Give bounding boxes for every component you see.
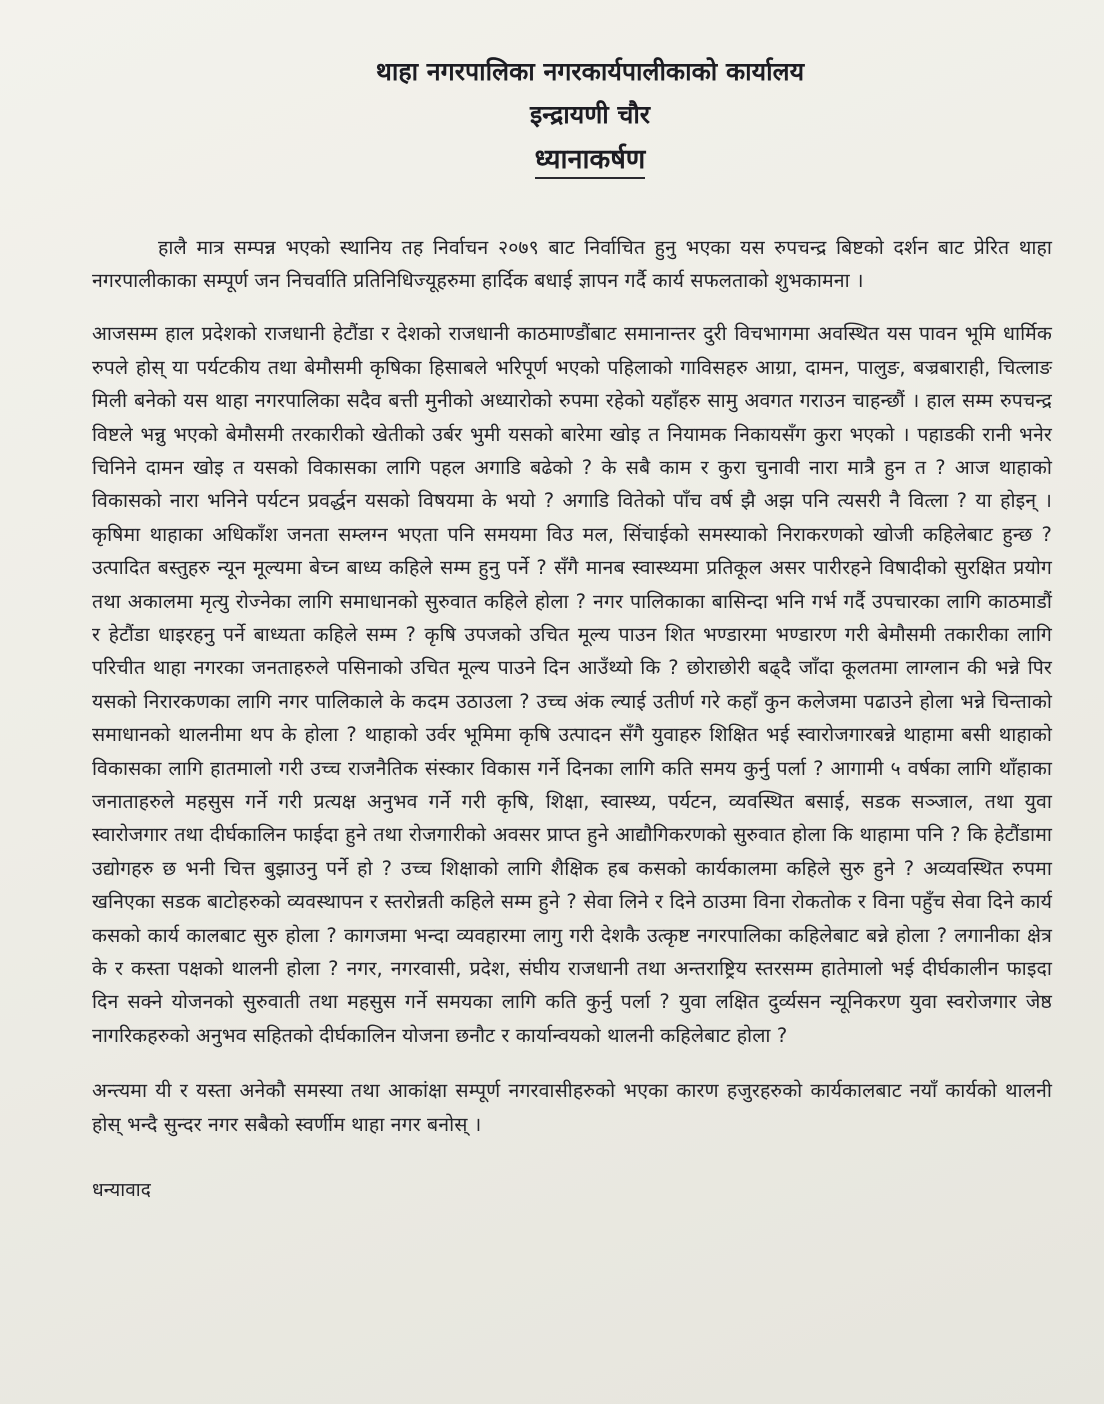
office-title: थाहा नगरपालिका नगरकार्यपालीकाको कार्यालय [375, 57, 805, 86]
paragraph-conclusion: अन्त्यमा यी र यस्ता अनेकौ समस्या तथा आकांक्षा सम्पूर्ण नगरवासीहरुको भएका कारण हजुरहरुको कार्यकालबाट नयाँ कार्यको थालनी होस् भन्दै सुन्दर नगर सबैको स्वर्णीम थाहा नगर बनोस् । [92, 1079, 1052, 1136]
closing-thanks: धन्यावाद [92, 1179, 151, 1202]
notice-title [92, 144, 1052, 175]
paragraph-concerns: आजसम्म हाल प्रदेशको राजधानी हेटौंडा र देशको राजधानी काठमाण्डौंबाट समानान्तर दुरी विचभागमा अवस्थित यस पावन भूमि धार्मिक रुपले होस् या पर्यटकीय तथा बेमौसमी कृषिका हिसाबले भरिपूर्ण भएको पहिलाको गाविसहरु आग्रा, दामन, पालुङ, बज्रबाराही, चित्लाङ मिली बनेको यस थाहा नगरपालिका सदैव बत्ती मुनीको अध्यारोको रुपमा रहेको यहाँहरु सामु अवगत गराउन चाहन्छौं । हाल सम्म रुपचन्द्र विष्टले भन्नु भएको बेमौसमी तरकारीको खेतीको उर्बर भुमी यसको बारेमा खोइ त नियामक निकायसँग कुरा भएको । पहाडकी रानी भनेर चिनिने दामन खोइ त यसको विकासका लागि पहल अगाडि बढेको ? के सबै काम र कुरा चुनावी नारा मात्रै हुन त ? आज थाहाको विकासको नारा भनिने पर्यटन प्रवर्द्धन यसको विषयमा के भयो ? अगाडि वितेको पाँच वर्ष झै अझ पनि त्यसरी नै वित्ला ? या होइन् । कृषिमा थाहाका अधिकाँश जनता सम्लग्न भएता पनि समयमा विउ मल, सिंचाईको समस्याको निराकरणको खोजी कहिलेबाट हुन्छ ? उत्पादित बस्तुहरु न्यून मूल्यमा बेच्न बाध्य कहिले सम्म हुनु पर्ने ? सँगै मानब स्वास्थ्यमा प्रतिकूल असर पारीरहने विषादीको सुरक्षित प्रयोग तथा अकालमा मृत्यु रोज्नेका लागि समाधानको सुरुवात कहिले होला ? नगर पालिकाका बासिन्दा भनि गर्भ गर्दै उपचारका लागि काठमाडौं र हेटौंडा धाइरहनु पर्ने बाध्यता कहिले सम्म ? कृषि उपजको उचित मूल्य पाउन शित भण्डारमा भण्डारण गरी बेमौसमी तकारीका लागि परिचीत थाहा नगरका जनताहरुले पसिनाको उचित मूल्य पाउने दिन आउँथ्यो कि ? छोराछोरी बढ्दै जाँदा कूलतमा लाग्लान की भन्ने पिर यसको निरारकणका लागि नगर पालिकाले के कदम उठाउला ? उच्च अंक ल्याई उतीर्ण गरे कहाँ कुन कलेजमा पढाउने होला भन्ने चिन्ताको समाधानको थालनीमा थप के होला ? थाहाको उर्वर भूमिमा कृषि उत्पादन सँगै युवाहरु शिक्षित भई स्वारोजगारबन्ने थाहामा बसी थाहाको विकासका लागि हातमालो गरी उच्च राजनैतिक संस्कार विकास गर्ने दिनका लागि कति समय कुर्नु पर्ला ? आगामी ५ वर्षका लागि थाँहाका जनाताहरुले महसुस गर्ने गरी प्रत्यक्ष अनुभव गर्ने गरी कृषि, शिक्षा, स्वास्थ्य, पर्यटन, व्यवस्थित बसाई, सडक सञ्जाल, तथा युवा स्वारोजगार तथा दीर्घकालिन फाईदा हुने तथा रोजगारीको अवसर प्राप्त हुने आद्यौगिकरणको सुरुवात होला कि थाहामा पनि ? कि हेटौंडामा उद्योगहरु छ भनी चित्त बुझाउनु पर्ने हो ? उच्च शिक्षाको लागि शैक्षिक हब कसको कार्यकालमा कहिले सुरु हुने ? अव्यवस्थित रुपमा खनिएका सडक बाटोहरुको व्यवस्थापन र स्तरोन्नती कहिले सम्म हुने ? सेवा लिने र दिने ठाउमा विना रोकतोक र विना पहुँच सेवा दिने कार्य कसको कार्य कालबाट सुरु होला ? कागजमा भन्दा व्यवहारमा लागु गरी देशकै उत्कृष्ट नगरपालिका कहिलेबाट बन्ने होला ? लगानीका क्षेत्र के र कस्ता पक्षको थालनी होला ? नगर, नगरवासी, प्रदेश, संघीय राजधानी तथा अन्तराष्ट्रिय स्तरसम्म हातेमालो भई दीर्घकालीन फाइदा दिन सक्ने योजनको सुरुवाती तथा महसुस गर्ने समयका लागि कति कुर्नु पर्ला ? युवा लक्षित दुर्व्यसन न्यूनिकरण युवा स्वरोजगार जेष्ठ नागरिकहरुको अनुभव सहितको दीर्घकालिन योजना छनौट र कार्यान्वयको थालनी कहिलेबाट होला ? [92, 322, 1053, 1047]
notice-title-text: ध्यानाकर्षण [535, 144, 646, 179]
location-title: इन्द्रायणी चौर [529, 99, 651, 129]
paragraph-greeting: हालै मात्र सम्पन्न भएको स्थानिय तह निर्वाचन २०७९ बाट निर्वाचित हुनु भएका यस रुपचन्द्र बिष्टको दर्शन बाट प्रेरित थाहा नगरपालीकाका सम्पूर्ण जन निचर्वाति प्रतिनिधिज्यूहरुमा हार्दिक बधाई ज्ञापन गर्दै कार्य सफलताको शुभकामना । [92, 235, 1052, 292]
